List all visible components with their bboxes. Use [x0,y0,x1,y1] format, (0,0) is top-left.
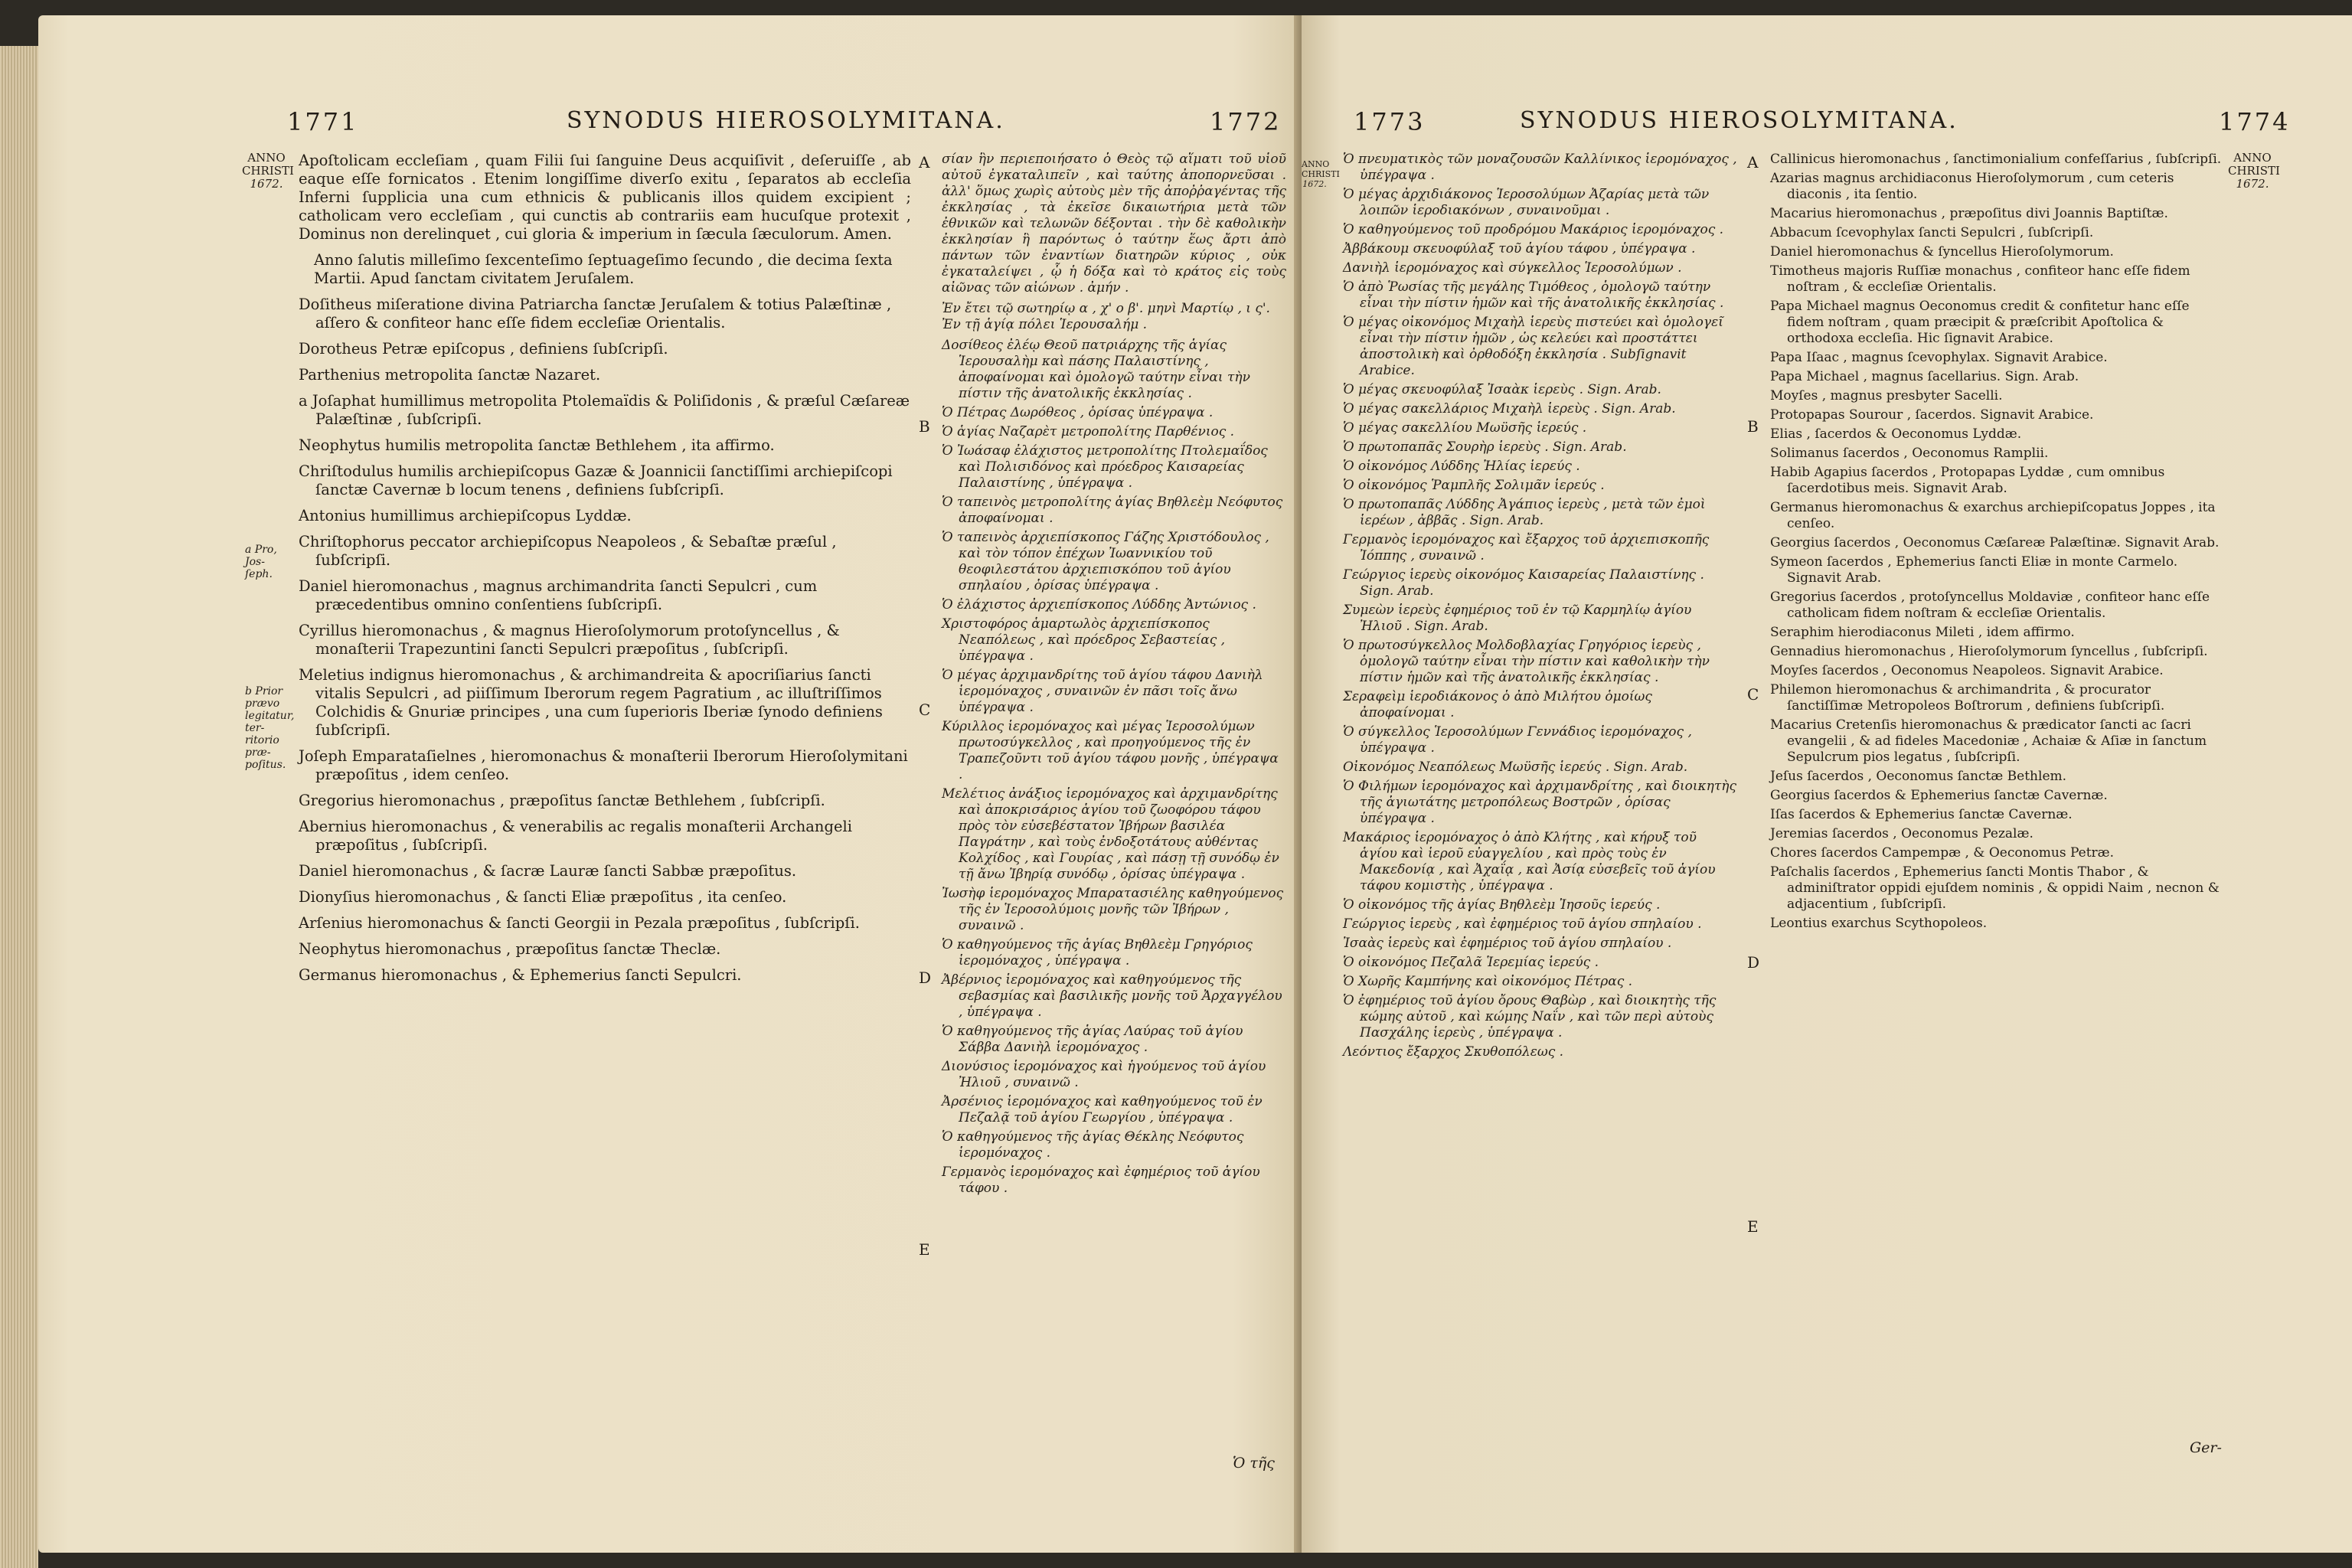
right-header [1302,107,2352,145]
greek-signature: Ὁ οἰκονόμος Λύδδης Ἠλίας ἱερεύς . [1343,459,1580,474]
christi-label: CHRISTI [2228,164,2280,178]
signature-entry: Chriſtophorus peccator archiepiſcopus Neapoleos , & Sebaſtæ præſul , ſubſcripſi. [299,533,837,569]
signature-entry: Gregorius ſacerdos , protoſyncellus Moldaviæ , confiteor hanc eſſe catholicam fidem noſtram & eccleſiæ Orientalis. [1770,590,2210,621]
signature-entry: Paſchalis ſacerdos , Ephemerius ſancti Montis Thabor , & adminiſtrator oppidi ejuſdem nominis , & oppidi Naim , necnon & adjacentium , ſubſcripſi. [1770,864,2220,912]
page-number: 1771 [287,107,359,136]
anno-label: ANNO [247,151,286,165]
christi-label: CHRISTI [242,164,294,178]
greek-signature: Γερμανὸς ἱερομόναχος καὶ ἐφημέριος τοῦ ἁγίου τάφου . [942,1165,1260,1196]
greek-signature: Ὁ μέγας σακελλάριος Μιχαὴλ ἱερεὺς . Sign. Arab. [1343,401,1676,416]
greek-signature: Ὁ Ἰωάσαφ ἐλάχιστος μετροπολίτης Πτολεμαΐδος καὶ Πολισιδόνος καὶ πρόεδρος Καισαρείας Παλαιστίνης , ὑπέγραψα . [942,443,1268,491]
signature-entry: Papa Michael , magnus ſacellarius. Sign. Arab. [1770,369,2079,384]
greek-signature: Ὁ Φιλήμων ἱερομόναχος καὶ ἀρχιμανδρίτης , καὶ διοικητὴς τῆς ἁγιωτάτης μετροπόλεως Βοστρῶν , ὁρίσας ὑπέγραψα . [1343,779,1736,826]
greek-signature: Ὁ καθηγούμενος τῆς ἁγίας Θέκλης Νεόφυτος ἱερομόναχος . [942,1129,1244,1161]
signature-entry: Neophytus hieromonachus , præpoſitus ſanctæ Theclæ. [299,940,721,958]
page-edges [0,46,38,1568]
signature-entry: Jeremias ſacerdos , Oeconomus Pezalæ. [1770,826,2034,841]
signature-entry: Habib Agapius ſacerdos , Protopapas Lyddæ , cum omnibus ſacerdotibus meis. Signavit Arab. [1770,465,2165,496]
anno-christi-note [242,151,294,191]
greek-signature: Ὁ οἰκονόμος Ῥαμπλῆς Σολιμᾶν ἱερεύς . [1343,478,1605,493]
signature-entry: Iſas ſacerdos & Ephemerius ſanctæ Cavernæ. [1770,807,2073,822]
greek-signature: Ἀρσένιος ἱερομόναχος καὶ καθηγούμενος τοῦ ἐν Πεζαλᾷ τοῦ ἁγίου Γεωργίου , ὑπέγραψα . [942,1094,1263,1125]
catchword: Ger- [2190,1439,2222,1456]
greek-signature: Ὁ μέγας σακελλίου Μωϋσῆς ἱερεύς . [1343,420,1587,436]
greek-signature: Ἰωσὴφ ἱερομόναχος Μπαρατασιέλης καθηγούμενος τῆς ἐν Ἱεροσολύμοις μονῆς τῶν Ἰβήρων , συναινῶ . [942,886,1284,933]
signature-entry: Papa Iſaac , magnus ſcevophylax. Signavit Arabice. [1770,350,2108,365]
greek-signature: Ὁ μέγας ἀρχιδιάκονος Ἱεροσολύμων Ἀζαρίας μετὰ τῶν λοιπῶν ἱεροδιακόνων , συναινοῦμαι . [1343,187,1710,218]
signature-entry: Chriſtodulus humilis archiepiſcopus Gazæ & Joannicii ſanctiſſimi archiepiſcopi ſanctæ Cavernæ b locum tenens , definiens ſubſcripſi. [299,462,893,498]
section-letter: B [919,417,930,436]
signature-entry: Protopapas Sourour , ſacerdos. Signavit Arabice. [1770,407,2094,423]
signature-entry: Georgius ſacerdos & Ephemerius ſanctæ Cavernæ. [1770,788,2108,803]
greek-signature: Ὁ πρωτοσύγκελλος Μολδοβλαχίας Γρηγόριος ἱερεὺς , ὁμολογῶ ταύτην εἶναι τὴν πίστιν καὶ καθολικὴν τὴν πίστιν ἡμῶν καὶ τῆς ἀνατολικῆς ἐκκλησίας . [1343,638,1710,685]
greek-signature: Ὁ ταπεινὸς μετροπολίτης ἁγίας Βηθλεὲμ Νεόφυτος ἀποφαίνομαι . [942,495,1283,526]
page-number: 1774 [2219,107,2291,136]
signature-entry: a Joſaphat humillimus metropolita Ptolemaïdis & Poliſidonis , & præſul Cæſareæ Palæſtinæ , ſubſcripſi. [299,392,910,428]
signature-entry: Antonius humillimus archiepiſcopus Lyddæ. [299,507,632,524]
signature-entry: Timotheus majoris Ruſſiæ monachus , confiteor hanc eſſe fidem noſtram , & eccleſiæ Orientalis. [1770,263,2190,295]
latin-column [1770,152,2222,935]
signature-entry: Symeon ſacerdos , Ephemerius ſancti Eliæ in monte Carmelo. Signavit Arab. [1770,554,2178,586]
christi-label: CHRISTI [1302,169,1340,179]
signature-entry: Gennadius hieromonachus , Hieroſolymorum ſyncellus , ſubſcripſi. [1770,644,2208,659]
greek-signature: Γερμανὸς ἱερομόναχος καὶ ἔξαρχος τοῦ ἀρχιεπισκοπῆς Ἰόππης , συναινῶ . [1343,532,1710,564]
anno-label: ANNO [1302,159,1330,169]
signature-entry: Callinicus hieromonachus , ſanctimonialium confeſſarius , ſubſcripſi. [1770,152,2222,167]
running-title: SYNODUS HIEROSOLYMITANA. [1520,107,1958,134]
greek-signature: Ὁ πρωτοπαπᾶς Λύδδης Ἀγάπιος ἱερεὺς , μετὰ τῶν ἐμοὶ ἱερέων , ἀββᾶς . Sign. Arab. [1343,497,1706,528]
anno-label: ANNO [2233,151,2272,165]
greek-signature: Ὁ ἐλάχιστος ἀρχιεπίσκοπος Λύδδης Ἀντώνιος . [942,597,1256,612]
section-letter: E [919,1240,930,1259]
section-letter: A [1747,153,1759,172]
left-page [38,15,1302,1553]
greek-signature: Διονύσιος ἱερομόναχος καὶ ἡγούμενος τοῦ ἁγίου Ἠλιοῦ , συναινῶ . [942,1059,1266,1090]
signature-entry: Seraphim hierodiaconus Mileti , idem affirmo. [1770,625,2075,640]
page-number: 1772 [1210,107,1282,136]
greek-signature: Ἀβέρνιος ἱερομόναχος καὶ καθηγούμενος τῆς σεβασμίας καὶ βασιλικῆς μονῆς τοῦ Ἀρχαγγέλου , ὑπέγραψα . [942,972,1282,1020]
greek-signature: Συμεὼν ἱερεὺς ἐφημέριος τοῦ ἐν τῷ Καρμηλίῳ ἁγίου Ἠλιοῦ . Sign. Arab. [1343,603,1692,634]
greek-signature: Σεραφεὶμ ἱεροδιάκονος ὁ ἀπὸ Μιλήτου ὁμοίως ἀποφαίνομαι . [1343,689,1652,720]
greek-signature: Μελέτιος ἀνάξιος ἱερομόναχος καὶ ἀρχιμανδρίτης καὶ ἀποκρισάριος ἁγίου τοῦ ζωοφόρου τάφου πρὸς τὸν εὐσεβέστατον Ἰβήρων βασιλέα Παγράτην , καὶ τοὺς ἐνδοξοτάτους αὐθέντας Κολχίδος , καὶ Γουρίας , καὶ πάσῃ τῇ συνόδῳ ἐν τῇ ἄνω Ἰβηρίᾳ συνόδῳ , ὁρίσας ὑπέγραψα . [942,786,1279,882]
greek-signature: Ἰσαὰς ἱερεὺς καὶ ἐφημέριος τοῦ ἁγίου σπηλαίου . [1343,936,1672,951]
greek-signature: Ὁ ταπεινὸς ἀρχιεπίσκοπος Γάζης Χριστόδουλος , καὶ τὸν τόπον ἐπέχων Ἰωαννικίου τοῦ θεοφιλεστάτου ἀρχιεπισκόπου τοῦ ἁγίου σπηλαίου , ὁρίσας ὑπέγραψα . [942,530,1269,593]
greek-signature: Λεόντιος ἔξαρχος Σκυθοπόλεως . [1343,1044,1564,1060]
greek-signature: Μακάριος ἱερομόναχος ὁ ἀπὸ Κλήτης , καὶ κήρυξ τοῦ ἁγίου καὶ ἱεροῦ εὐαγγελίου , καὶ πρὸς τοὺς ἐν Μακεδονίᾳ , καὶ Ἀχαΐᾳ , καὶ Ἀσίᾳ εὐσεβεῖς τοῦ ἁγίου τάφου κομιστὴς , ὑπέγραψα . [1343,830,1716,893]
signature-entry: Daniel hieromonachus , magnus archimandrita ſancti Sepulcri , cum præcedentibus omnino conſentiens ſubſcripſi. [299,577,818,613]
signature-entry: Daniel hieromonachus & ſyncellus Hieroſolymorum. [1770,244,2114,260]
signature-entry: Moyſes , magnus presbyter Sacelli. [1770,388,2003,403]
greek-signature: Ὁ μέγας οἰκονόμος Μιχαὴλ ἱερεὺς πιστεύει καὶ ὁμολογεῖ εἶναι τὴν πίστιν ἡμῶν , ὡς κελεύει καὶ προστάττει ἀποστολικὴ καὶ ὀρθοδόξη ἐκκλησία . Subſignavit Arabice. [1343,315,1723,378]
margin-note: b Prior prævo legitatur, ter-ritorio præ-poſitus. [245,685,295,771]
greek-signature: Ὁ πνευματικὸς τῶν μοναζουσῶν Καλλίνικος ἱερομόναχος , ὑπέγραψα . [1343,152,1737,183]
signature-entry: Elias , ſacerdos & Oeconomus Lyddæ. [1770,426,2022,442]
right-page [1302,15,2352,1553]
left-header [38,107,1302,145]
greek-signature: Ὁ ἁγίας Ναζαρὲτ μετροπολίτης Παρθένιος . [942,424,1235,439]
greek-column [1343,152,1737,1063]
greek-signature: Ὁ σύγκελλος Ἱεροσολύμων Γεννάδιος ἱερομόναχος , ὑπέγραψα . [1343,724,1692,756]
signature-entry: Abbacum ſcevophylax ſancti Sepulcri , ſubſcripſi. [1770,225,2094,240]
greek-signature: Κύριλλος ἱερομόναχος καὶ μέγας Ἱεροσολύμων πρωτοσύγκελλος , καὶ προηγούμενος τῆς ἐν Τραπεζοῦντι τοῦ ἁγίου τάφου μονῆς , ὑπέγραψα . [942,719,1279,782]
signature-entry: Neophytus humilis metropolita ſanctæ Bethlehem , ita affirmo. [299,436,775,454]
signature-entry: Leontius exarchus Scythopoleos. [1770,916,1988,931]
section-letter: C [1747,685,1759,704]
signature-entry: Philemon hieromonachus & archimandrita , & procurator ſanctiſſimæ Metropoleos Boſtrorum , definiens ſubſcripſi. [1770,682,2165,714]
latin-paragraph: Apoſtolicam eccleſiam , quam Filii ſui ſanguine Deus acquiſivit , deſeruiſſe , ab eaque eſſe fornicatos . Etenim longiſſime diverſo exitu , ſeparatos ab eccleſia Inferni ſupplicia una cum ethnicis & publicanis illos quidem excipient ; catholicam vero eccleſiam , qui cunctis ab contrariis eam hucuſque protexit , Dominus non derelinquet , cui gloria & imperium in ſæcula ſæculorum. Amen. [299,152,911,243]
signature-entry: Germanus hieromonachus , & Ephemerius ſancti Sepulcri. [299,966,742,984]
greek-signature: Ὁ μέγας ἀρχιμανδρίτης τοῦ ἁγίου τάφου Δανιὴλ ἱερομόναχος , συναινῶν ἐν πᾶσι τοῖς ἄνω ὑπέγραψα . [942,668,1263,715]
signature-entry: Solimanus ſacerdos , Oeconomus Ramplii. [1770,446,2049,461]
greek-signature: Ὁ ἐφημέριος τοῦ ἁγίου ὄρους Θαβὼρ , καὶ διοικητὴς τῆς κώμης αὐτοῦ , καὶ κώμης Ναΐν , καὶ τῶν περὶ αὐτοὺς Πασχάλης ἱερεὺς , ὑπέγραψα . [1343,993,1717,1040]
signature-entry: Macarius Cretenſis hieromonachus & prædicator ſancti ac ſacri evangelii , & ad fideles Macedoniæ , Achaiæ & Aſiæ in ſanctum Sepulcrum pios legatus , ſubſcripſi. [1770,717,2207,765]
greek-signature: Ὁ ἀπὸ Ῥωσίας τῆς μεγάλης Τιμόθεος , ὁμολογῶ ταύτην εἶναι τὴν πίστιν ἡμῶν καὶ τῆς ἀνατολικῆς ἐκκλησίας . [1343,279,1724,311]
signature-entry: Arſenius hieromonachus & ſancti Georgii in Pezala præpoſitus , ſubſcripſi. [299,914,860,932]
latin-paragraph: Anno ſalutis milleſimo ſexcenteſimo ſeptuageſimo ſecundo , die decima ſexta Martii. Apud ſanctam civitatem Jeruſalem. [314,251,893,287]
greek-signature: Ὁ πρωτοπαπᾶς Σουρὴρ ἱερεὺς . Sign. Arab. [1343,439,1627,455]
latin-column [299,152,911,992]
greek-signature: Ὁ οἰκονόμος Πεζαλᾶ Ἱερεμίας ἱερεύς . [1343,955,1599,970]
greek-signature: Δοσίθεος ἐλέῳ Θεοῦ πατριάρχης τῆς ἁγίας Ἱερουσαλὴμ καὶ πάσης Παλαιστίνης , ἀποφαίνομαι καὶ ὁμολογῶ ταύτην εἶναι τὴν πίστιν τῆς ἀνατολικῆς ἐκκλησίας . [942,338,1250,401]
section-letter: B [1747,417,1759,436]
anno-christi-note [1302,159,1340,189]
section-letter: E [1747,1217,1759,1236]
greek-signature: Ἀββάκουμ σκευοφύλαξ τοῦ ἁγίου τάφου , ὑπέγραψα . [1343,241,1696,256]
margin-note: a Pro, Jos-ſeph. [245,544,277,580]
page-number: 1773 [1354,107,1426,136]
signature-entry: Macarius hieromonachus , præpoſitus divi Joannis Baptiſtæ. [1770,206,2168,221]
section-letter: A [919,153,930,172]
catchword: Ὁ τῆς [1233,1455,1275,1472]
anno-christi-note [2228,151,2280,191]
signature-entry: Chores ſacerdos Campempæ , & Oeconomus Petræ. [1770,845,2115,861]
year-label: 1672. [1302,179,1327,189]
greek-signature: Ὁ καθηγούμενος τοῦ προδρόμου Μακάριος ἱερομόναχος . [1343,222,1724,237]
greek-signature: Ὁ καθηγούμενος τῆς ἁγίας Λαύρας τοῦ ἁγίου Σάββα Δανιὴλ ἱερομόναχος . [942,1024,1243,1055]
greek-signature: Ὁ Χωρῆς Καμπήνης καὶ οἰκονόμος Πέτρας . [1343,974,1633,989]
signature-entry: Doſitheus miſeratione divina Patriarcha ſanctæ Jeruſalem & totius Palæſtinæ , aſſero & confiteor hanc eſſe fidem eccleſiæ Orientalis. [299,296,892,332]
signature-entry: Moyſes ſacerdos , Oeconomus Neapoleos. Signavit Arabice. [1770,663,2164,678]
greek-paragraph: Ἐν ἔτει τῷ σωτηρίῳ α , χ' ο β'. μηνὶ Μαρτίῳ , ι ς'. Ἐν τῇ ἁγίᾳ πόλει Ἱερουσαλήμ . [942,301,1270,332]
signature-entry: Jeſus ſacerdos , Oeconomus ſanctæ Bethlem. [1770,769,2067,784]
signature-entry: Azarias magnus archidiaconus Hieroſolymorum , cum ceteris diaconis , ita ſentio. [1770,171,2174,202]
signature-entry: Abernius hieromonachus , & venerabilis ac regalis monaſterii Archangeli præpoſitus , ſubſcripſi. [299,818,852,854]
signature-entry: Meletius indignus hieromonachus , & archimandreita & apocriſiarius ſancti vitalis Sepulcri , ad piiſſimum Iberorum regem Pagratium , ac illuſtriſſimos Colchidis & Gnuriæ principes , una cum ſuperioris Iberiæ ſynodo definiens ſubſcripſi. [299,666,883,739]
signature-entry: Papa Michael magnus Oeconomus credit & confitetur hanc eſſe fidem noſtram , quam præcipit & præſcribit Apoſtolica & orthodoxa eccleſia. Hic ſignavit Arabice. [1770,299,2190,346]
signature-entry: Germanus hieromonachus & exarchus archiepiſcopatus Joppes , ita cenſeo. [1770,500,2216,531]
greek-signature: Οἰκονόμος Νεαπόλεως Μωϋσῆς ἱερεύς . Sign. Arab. [1343,760,1688,775]
signature-entry: Georgius ſacerdos , Oeconomus Cæſareæ Palæſtinæ. Signavit Arab. [1770,535,2220,550]
signature-entry: Cyrillus hieromonachus , & magnus Hieroſolymorum protoſyncellus , & monaſterii Trapezuntini ſancti Sepulcri præpoſitus , ſubſcripſi. [299,622,840,658]
year-label: 1672. [250,177,283,191]
greek-column [942,152,1286,1200]
signature-entry: Daniel hieromonachus , & ſacræ Lauræ ſancti Sabbæ præpoſitus. [299,862,797,880]
greek-signature: Ὁ καθηγούμενος τῆς ἁγίας Βηθλεὲμ Γρηγόριος ἱερομόναχος , ὑπέγραψα . [942,937,1253,969]
greek-signature: Γεώργιος ἱερεὺς , καὶ ἐφημέριος τοῦ ἁγίου σπηλαίου . [1343,916,1702,932]
greek-paragraph: σίαν ἣν περιεποιήσατο ὁ Θεὸς τῷ αἵματι τοῦ υἱοῦ αὐτοῦ ἐγκαταλιπεῖν , καὶ ταύτης ἀποπορνεῦσαι . ἀλλ' ὅμως χωρὶς αὐτοὺς μὲν τῆς ἀποῤῥαγέντας τῆς ἐκκλησίας , τὰ ἐκεῖσε δικαιωτήρια μετὰ τῶν ἐθνικῶν καὶ τελωνῶν δέξονται . τὴν δὲ καθολικὴν ἐκκλησίαν ἣ παρόντως ὁ ταύτην ἕως ἄρτι ἀπὸ πάντων τῶν ἐναντίων διατηρῶν κύριος , οὐκ ἐγκαταλείψει , ᾧ ἡ δόξα καὶ τὸ κράτος εἰς τοὺς αἰῶνας τῶν αἰώνων . ἀμήν . [942,152,1286,296]
section-letter: D [1747,953,1760,972]
year-label: 1672. [2236,177,2269,191]
greek-signature: Ὁ οἰκονόμος τῆς ἁγίας Βηθλεὲμ Ἰησοῦς ἱερεύς . [1343,897,1661,913]
greek-signature: Δανιὴλ ἱερομόναχος καὶ σύγκελλος Ἱεροσολύμων . [1343,260,1682,276]
signature-entry: Dorotheus Petræ epiſcopus , definiens ſubſcripſi. [299,340,668,358]
greek-signature: Χριστοφόρος ἁμαρτωλὸς ἀρχιεπίσκοπος Νεαπόλεως , καὶ πρόεδρος Σεβαστείας , ὑπέγραψα . [942,616,1226,664]
greek-signature: Γεώργιος ἱερεὺς οἰκονόμος Καισαρείας Παλαιστίνης . Sign. Arab. [1343,567,1704,599]
section-letter: D [919,969,932,987]
running-title: SYNODUS HIEROSOLYMITANA. [567,107,1005,134]
section-letter: C [919,701,931,719]
signature-entry: Dionyſius hieromonachus , & ſancti Eliæ præpoſitus , ita cenſeo. [299,888,787,906]
signature-entry: Joſeph Emparataſielnes , hieromonachus & monaſterii Iberorum Hieroſolymitani præpoſitus , idem cenſeo. [299,747,908,783]
greek-signature: Ὁ Πέτρας Δωρόθεος , ὁρίσας ὑπέγραψα . [942,405,1214,420]
greek-signature: Ὁ μέγας σκευοφύλαξ Ἰσαὰκ ἱερεὺς . Sign. Arab. [1343,382,1661,397]
signature-entry: Parthenius metropolita ſanctæ Nazaret. [299,366,601,384]
signature-entry: Gregorius hieromonachus , præpoſitus ſanctæ Bethlehem , ſubſcripſi. [299,792,825,809]
